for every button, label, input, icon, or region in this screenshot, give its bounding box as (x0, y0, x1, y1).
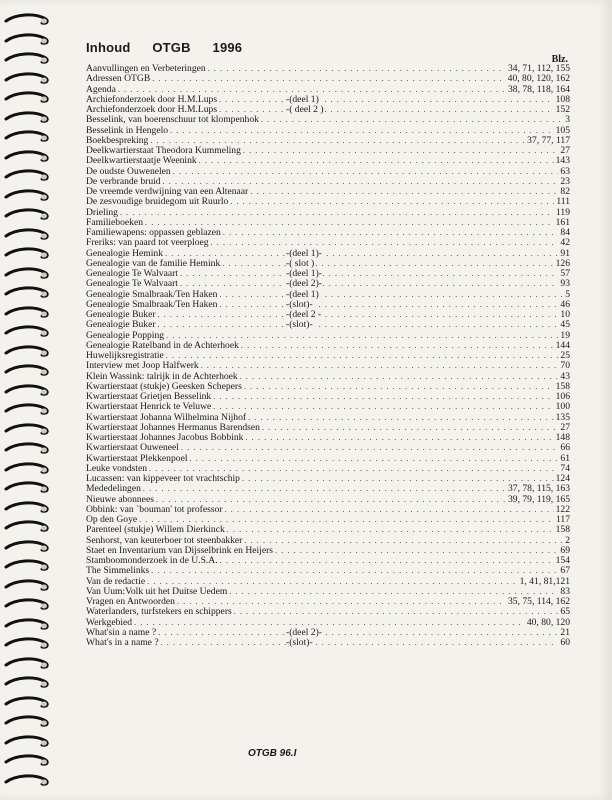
binding-ring-icon (4, 12, 50, 27)
toc-entry (86, 638, 570, 648)
leader-dots (143, 484, 506, 494)
toc-entry-pages: 40, 80, 120, 162 (507, 73, 570, 85)
binding-ring-icon (4, 90, 50, 105)
toc-entry-pages: 37, 78, 115, 163 (507, 483, 570, 495)
leader-dots (220, 556, 554, 566)
toc-entry-pages: 67 (560, 565, 570, 577)
toc-entry-pages: 43 (560, 370, 570, 382)
toc-entry-title: Huwelijksregistratie (86, 350, 164, 361)
binding-ring-icon (4, 227, 50, 242)
toc-entry (86, 310, 570, 320)
leader-dots (245, 433, 553, 443)
toc-entry-title: Kwartierstaat (stukje) Geesken Schepers (86, 380, 242, 392)
toc-entry-pages: 158 (555, 524, 570, 536)
toc-entry-title: Genealogie Buker (86, 319, 156, 331)
leader-dots (240, 372, 559, 382)
toc-entry-pages: 35, 75, 114, 162 (507, 596, 570, 607)
toc-entry (86, 628, 570, 638)
leader-dots (173, 167, 559, 177)
toc-entry-title: Van de redactie (86, 575, 146, 587)
leader-dots (213, 402, 553, 412)
toc-entry-title: Mededelingen (86, 483, 141, 495)
page-header (86, 40, 260, 55)
binding-ring-icon (4, 422, 50, 437)
toc-entry-title: Kwartierstaat Johannes Hermanus Barendsen (86, 421, 260, 433)
toc-entry-title: Nieuwe abonnees (86, 493, 154, 505)
toc-entry-pages: 10 (560, 309, 570, 320)
toc-entry-title: Familieboeken (86, 216, 144, 228)
toc-entry-title: Genealogie Te Walvaart (86, 268, 178, 279)
toc-entry (86, 156, 570, 166)
toc-entry-pages: 61 (560, 452, 570, 464)
binding-ring-icon (4, 753, 50, 768)
leader-dots (190, 454, 559, 464)
leader-dots (250, 187, 558, 197)
binding-ring-icon (4, 383, 50, 398)
toc-entry-pages: 154 (555, 555, 570, 566)
leader-dots (219, 290, 563, 300)
toc-entry-title: Obbink: van `bouman' tot professor (86, 503, 223, 515)
toc-entry-title: Adressen OTGB (86, 73, 151, 85)
leader-dots (219, 300, 558, 310)
toc-entry-pages: 106 (555, 391, 570, 402)
binding-ring-icon (4, 246, 50, 261)
toc-entry-title: Van Uum:Volk uit het Duitse Uedem (86, 585, 228, 597)
toc-entry (86, 64, 570, 74)
leader-dots (234, 607, 559, 617)
leader-dots (244, 382, 554, 392)
binding-ring-icon (4, 129, 50, 144)
binding-ring-icon (4, 363, 50, 378)
toc-entry-title: Waterlanders, turfstekers en schippers (86, 606, 232, 618)
toc-entry-title: Werkgebied (86, 616, 133, 628)
toc-entry-pages: 70 (560, 360, 570, 372)
binding-ring-icon (4, 110, 50, 125)
binding-ring-icon (4, 71, 50, 86)
toc-entry-part: -( slot ) (286, 257, 315, 269)
toc-entry (86, 115, 570, 125)
toc-entry-title: Parenteel (stukje) Willem Dierkinck (86, 524, 225, 536)
leader-dots (275, 546, 558, 556)
binding-ring-icon (4, 188, 50, 203)
toc-entry-pages: 19 (560, 329, 570, 341)
toc-entry (86, 443, 570, 453)
toc-entry (86, 556, 570, 566)
toc-entry-title: What's in a name ? (86, 637, 159, 648)
toc-entry-pages: 5 (565, 288, 570, 300)
toc-entry-pages: 37, 77, 117 (527, 134, 570, 146)
toc-entry-part: -(slot)- (286, 637, 313, 648)
toc-entry (86, 279, 570, 289)
binding-ring-icon (4, 51, 50, 66)
toc-entry-title: De vreemde verdwijning van een Altenaar (86, 186, 249, 197)
leader-dots (225, 505, 554, 515)
toc-entry-pages: 122 (555, 503, 570, 515)
toc-entry-title: Deelkwartierstaat Theodora Kummeling (86, 145, 241, 156)
leader-dots (211, 238, 559, 248)
leader-dots (166, 351, 559, 361)
toc-entry (86, 505, 570, 515)
header-publication: OTGB (152, 40, 191, 55)
leader-dots (180, 269, 558, 279)
toc-entry-title: Genealogie Smalbraak/Ten Haken (86, 298, 218, 310)
leader-dots (213, 392, 553, 402)
spiral-binding (0, 12, 56, 792)
binding-ring-icon (4, 675, 50, 690)
toc-entry (86, 454, 570, 464)
binding-ring-icon (4, 656, 50, 671)
binding-ring-icon (4, 324, 50, 339)
toc-entry-title: Genealogie Hemink (86, 247, 163, 259)
toc-entry-pages: 23 (560, 175, 570, 187)
leader-dots (244, 536, 563, 546)
toc-entry-pages: 39, 79, 119, 165 (507, 493, 570, 505)
leader-dots (201, 361, 559, 371)
toc-entry-title: Staet en Inventarium van Dijsselbrink en Heijers (86, 544, 274, 556)
binding-ring-icon (4, 597, 50, 612)
toc-entry (86, 300, 570, 310)
leader-dots (230, 197, 554, 207)
leader-dots (222, 259, 553, 269)
toc-entry-pages: 27 (560, 145, 570, 156)
toc-entry (86, 238, 570, 248)
toc-entry (86, 197, 570, 207)
toc-entry-pages: 42 (560, 237, 570, 249)
toc-entry-pages: 126 (555, 257, 570, 269)
toc-entry-title: Klein Wassink: talrijk in de Achterhoek (86, 370, 238, 382)
toc-entry-title: Vragen en Antwoorden (86, 596, 175, 607)
leader-dots (120, 208, 554, 218)
leader-dots (158, 310, 559, 320)
toc-entry-part: -(deel 1) (286, 93, 319, 105)
toc-entry-title: Leuke vondsten (86, 462, 148, 474)
toc-entry (86, 474, 570, 484)
leader-dots (223, 228, 559, 238)
binding-ring-icon (4, 168, 50, 183)
toc-entry-title: Genealogie Ratelband in de Achterhoek (86, 339, 239, 351)
binding-ring-icon (4, 441, 50, 456)
toc-entry-pages: 3 (565, 114, 570, 126)
toc-entry (86, 607, 570, 617)
binding-ring-icon (4, 558, 50, 573)
toc-entry-part: -(deel 2 - (286, 309, 322, 320)
toc-entry-pages: 63 (560, 165, 570, 177)
toc-entry (86, 525, 570, 535)
toc-entry-pages: 74 (560, 462, 570, 474)
toc-entry-part: -(deel 1)- (286, 247, 322, 259)
toc-entry-title: Boekbespreking (86, 134, 149, 146)
page-footer: OTGB 96.I (248, 748, 297, 759)
toc-entry (86, 618, 570, 628)
toc-entry-title: Kwartierstaat Henrick te Veluwe (86, 401, 212, 413)
toc-entry-pages: 1, 41, 81,121 (519, 575, 570, 587)
leader-dots (219, 95, 554, 105)
toc-entry (86, 126, 570, 136)
leader-dots (262, 423, 558, 433)
toc-entry-title: De oudste Ouwenelen (86, 165, 171, 177)
leader-dots (170, 126, 554, 136)
binding-ring-icon (4, 480, 50, 495)
leader-dots (219, 105, 554, 115)
toc-entry-part: -(deel 2)- (286, 278, 322, 290)
toc-entry-pages: 21 (560, 626, 570, 638)
toc-entry-pages: 135 (555, 411, 570, 423)
toc-entry-pages: 46 (560, 298, 570, 310)
toc-entry-pages: 108 (555, 93, 570, 105)
binding-ring-icon (4, 461, 50, 476)
binding-ring-icon (4, 539, 50, 554)
toc-entry-title: Kwartierstaat Johannes Jacobus Bobbink (86, 432, 244, 443)
leader-dots (241, 341, 554, 351)
leader-dots (261, 115, 563, 125)
toc-entry-pages: 66 (560, 442, 570, 454)
toc-entry-pages: 93 (560, 278, 570, 290)
binding-ring-icon (4, 519, 50, 534)
leader-dots (134, 618, 525, 628)
toc-entry-pages: 38, 78, 118, 164 (507, 83, 570, 95)
binding-ring-icon (4, 266, 50, 281)
leader-dots (199, 156, 554, 166)
toc-entry-title: Senhorst, van keuterboer tot steenbakker (86, 534, 243, 546)
toc-entry-title: Genealogie Te Walvaart (86, 278, 178, 290)
leader-dots (227, 525, 554, 535)
header-title: Inhoud (86, 40, 131, 55)
toc-entry-pages: 152 (555, 104, 570, 115)
toc-entry-pages: 148 (555, 432, 570, 443)
toc-entry-pages: 105 (555, 124, 570, 136)
toc-entry (86, 484, 570, 494)
toc-entry-pages: 158 (555, 380, 570, 392)
binding-ring-icon (4, 402, 50, 417)
toc-entry (86, 208, 570, 218)
toc-entry-part: -(deel 1) (286, 288, 319, 300)
toc-entry-pages: 124 (555, 473, 570, 484)
toc-entry-pages: 2 (565, 534, 570, 546)
toc-entry-title: Kwartierstaat Plekkenpoel (86, 452, 188, 464)
toc-entry-pages: 144 (555, 339, 570, 351)
toc-entry-title: Op den Goye (86, 514, 138, 525)
binding-ring-icon (4, 734, 50, 749)
toc-entry-pages: 82 (560, 186, 570, 197)
toc-entry-pages: 60 (560, 637, 570, 648)
leader-dots (152, 74, 505, 84)
leader-dots (151, 566, 558, 576)
toc-entry (86, 320, 570, 330)
toc-entry-pages: 161 (555, 216, 570, 228)
toc-entry-pages: 111 (556, 196, 570, 208)
toc-entry-pages: 40, 80, 120 (526, 616, 570, 628)
toc-entry-title: Kwartierstaat Ouweneel (86, 442, 179, 454)
leader-dots (161, 638, 559, 648)
toc-entry-part: -( deel 2 ) (286, 104, 324, 115)
toc-entry-title: The Simmelinks (86, 565, 150, 577)
leader-dots (165, 249, 558, 259)
toc-entry-title: Deelkwartierstaatje Weenink (86, 155, 197, 167)
toc-entry-title: Besselink, van boerenschuur tot klompenhok (86, 114, 259, 126)
leader-dots (208, 64, 506, 74)
toc-entry-title: Kwartierstaat Johanna Wilhelmina Nijhof (86, 411, 247, 423)
pages-column-heading: Blz. (551, 54, 568, 65)
toc-entry-title: Stamboomonderzoek in de U.S.A. (86, 555, 218, 566)
toc-entry-title: Interview met Joop Halfwerk (86, 360, 199, 372)
toc-entry-title: De verbrande bruid (86, 175, 161, 187)
leader-dots (181, 443, 558, 453)
toc-entry-title: De zesvoudige bruidegom uit Ruurlo (86, 196, 229, 208)
binding-ring-icon (4, 149, 50, 164)
toc-entry (86, 361, 570, 371)
binding-ring-icon (4, 695, 50, 710)
toc-entry-title: Genealogie Smalbraak/Ten Haken (86, 288, 218, 300)
binding-ring-icon (4, 773, 50, 788)
toc-entry-part: -(deel 1)- (286, 268, 322, 279)
leader-dots (158, 320, 559, 330)
toc-entry-part: -(slot)- (286, 319, 313, 331)
toc-entry-title: Agenda (86, 83, 116, 95)
toc-entry-pages: 45 (560, 319, 570, 331)
binding-ring-icon (4, 500, 50, 515)
toc-entry (86, 402, 570, 412)
toc-entry-title: Freriks: van paard tot veerploeg (86, 237, 209, 249)
toc-entry (86, 566, 570, 576)
toc-entry-title: Genealogie van de familie Hemink (86, 257, 221, 269)
toc-entry-pages: 91 (560, 247, 570, 259)
toc-entry-title: Archiefonderzoek door H.M.Lups (86, 104, 218, 115)
toc-entry (86, 74, 570, 84)
leader-dots (180, 279, 558, 289)
toc-entry-title: Genealogie Popping (86, 329, 165, 341)
binding-ring-icon (4, 714, 50, 729)
toc-entry-pages: 83 (560, 585, 570, 597)
binding-ring-icon (4, 617, 50, 632)
header-year: 1996 (212, 40, 243, 55)
table-of-contents (86, 64, 570, 648)
binding-ring-icon (4, 305, 50, 320)
toc-entry-pages: 27 (560, 421, 570, 433)
toc-entry-title: Kwartierstaat Grietjen Besselink (86, 391, 212, 402)
leader-dots (158, 628, 558, 638)
toc-entry-pages: 84 (560, 227, 570, 238)
leader-dots (242, 474, 554, 484)
toc-entry-pages: 100 (555, 401, 570, 413)
toc-entry-title: Genealogie Buker (86, 309, 156, 320)
binding-ring-icon (4, 636, 50, 651)
toc-entry-title: What'sin a name ? (86, 626, 157, 638)
toc-entry-pages: 57 (560, 268, 570, 279)
toc-entry-title: Archiefonderzoek door H.M.Lups (86, 93, 218, 105)
toc-entry-title: Familiewapens: oppassen geblazen (86, 227, 221, 238)
toc-entry-part: -(deel 2)- (286, 626, 322, 638)
toc-entry-title: Aanvullingen en Verbeteringen (86, 63, 206, 74)
toc-entry-pages: 65 (560, 606, 570, 618)
leader-dots (243, 146, 559, 156)
toc-entry-title: Drieling (86, 206, 118, 218)
binding-ring-icon (4, 285, 50, 300)
toc-entry-pages: 34, 71, 112, 155 (507, 63, 570, 74)
toc-entry-pages: 119 (555, 206, 570, 218)
toc-entry-title: Lucassen: van kippeveer tot vrachtschip (86, 473, 240, 484)
toc-entry-pages: 117 (555, 514, 570, 525)
toc-entry-pages: 25 (560, 350, 570, 361)
binding-ring-icon (4, 207, 50, 222)
toc-entry-pages: 69 (560, 544, 570, 556)
binding-ring-icon (4, 32, 50, 47)
leader-dots (248, 413, 554, 423)
toc-entry-title: Besselink in Hengelo (86, 124, 169, 136)
binding-ring-icon (4, 344, 50, 359)
toc-entry-pages: 143 (555, 155, 570, 167)
binding-ring-icon (4, 578, 50, 593)
toc-entry-part: -(slot)- (286, 298, 313, 310)
